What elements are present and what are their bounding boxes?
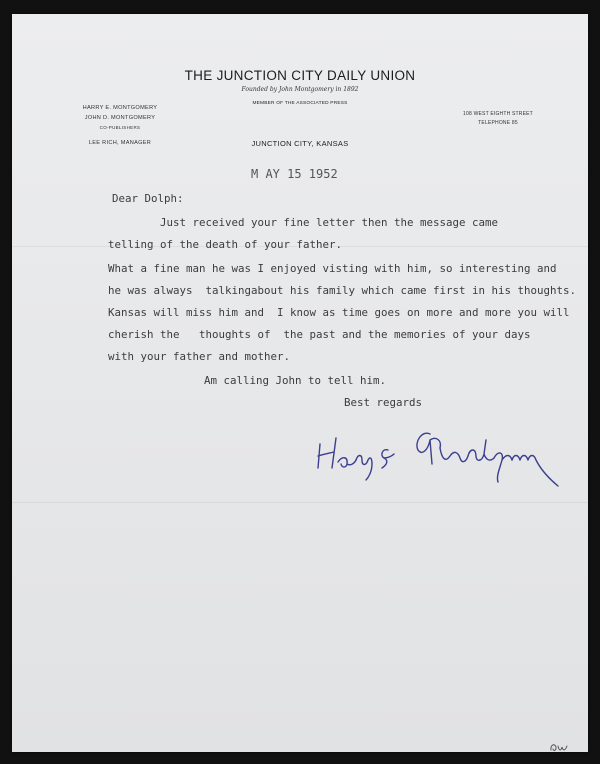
body-line: telling of the death of your father. [108, 238, 343, 251]
date-stamp: M AY 15 1952 [251, 167, 338, 181]
body-line: he was always talkingabout his family which came first in his thoughts. [108, 284, 577, 297]
signature-image [314, 420, 564, 490]
body-line: Kansas will miss him and I know as time goes on more and more you will [108, 306, 570, 319]
salutation: Dear Dolph: [112, 192, 184, 205]
address-block [448, 110, 548, 128]
body-line: with your father and mother. [108, 350, 291, 363]
founded-line: Founded by John Montgomery in 1892 [241, 86, 359, 93]
city-line: JUNCTION CITY, KANSAS [251, 139, 349, 148]
manager-name: LEE RICH, MANAGER [88, 139, 152, 146]
closing-line: Am calling John to tell him. [204, 374, 387, 387]
newspaper-title: THE JUNCTION CITY DAILY UNION [184, 68, 416, 83]
publisher-name: HARRY E. MONTGOMERY [82, 105, 158, 111]
body-line: What a fine man he was I enjoyed visting with him, so interesting and [108, 262, 557, 275]
publishers-block [40, 104, 200, 148]
publisher-role: CO-PUBLISHERS [99, 125, 141, 130]
member-line: MEMBER OF THE ASSOCIATED PRESS [252, 101, 348, 106]
pencil-initials [548, 738, 574, 754]
closing: Best regards [344, 396, 423, 409]
body-line: Just received your fine letter then the message came [108, 216, 499, 229]
telephone: TELEPHONE 85 [478, 120, 518, 126]
paper-fold [12, 502, 588, 503]
street-address: 108 WEST EIGHTH STREET [463, 111, 533, 117]
body-line: cherish the thoughts of the past and the memories of your days [108, 328, 531, 341]
publisher-name: JOHN D. MONTGOMERY [84, 114, 156, 121]
